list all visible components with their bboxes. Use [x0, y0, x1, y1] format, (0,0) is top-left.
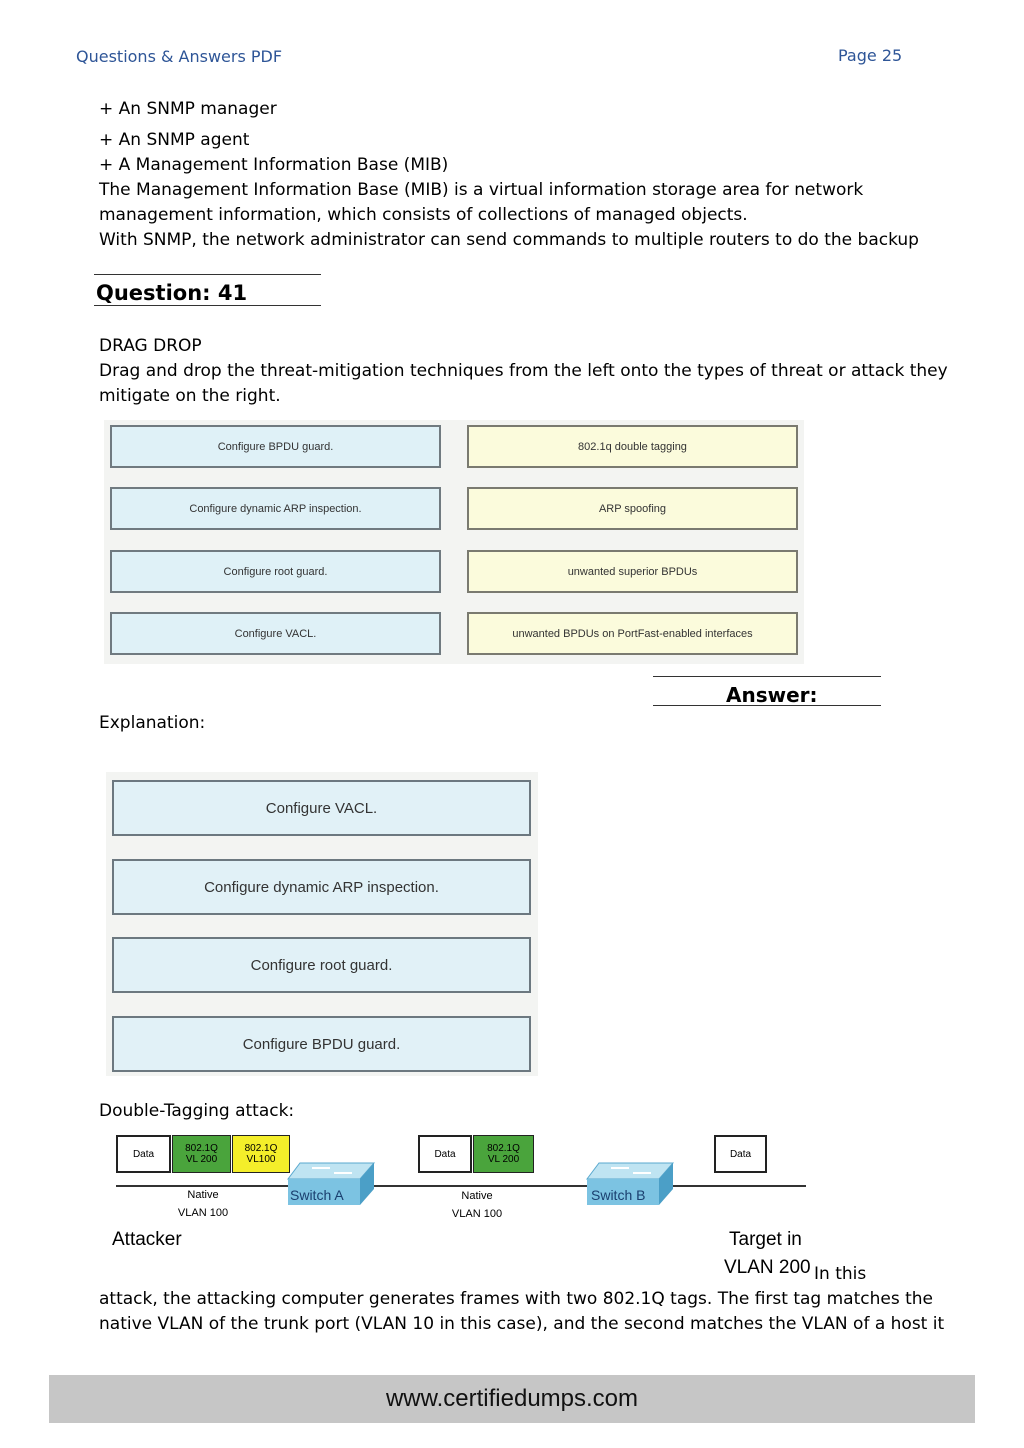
target-label-line2: VLAN 200	[724, 1257, 811, 1278]
closing-line: attack, the attacking computer generates frames with two 802.1Q tags. The first tag matches the	[99, 1289, 933, 1309]
answer-label: Answer:	[726, 683, 818, 707]
page-number: Page 25	[838, 46, 903, 65]
answer-item: Configure dynamic ARP inspection.	[112, 859, 531, 915]
question-prompt: mitigate on the right.	[99, 386, 281, 406]
frame-data: Data	[418, 1135, 472, 1173]
threat-target[interactable]: unwanted BPDUs on PortFast-enabled interfaces	[467, 612, 798, 655]
technique-option[interactable]: Configure BPDU guard.	[110, 425, 441, 468]
switch-a-label: Switch A	[290, 1187, 344, 1203]
native-vlan-label: Native VLAN 100	[451, 1190, 503, 1220]
switch-b-label: Switch B	[591, 1187, 646, 1203]
intro-line: + An SNMP manager	[99, 99, 277, 119]
footer-bar	[49, 1375, 975, 1423]
question-type: DRAG DROP	[99, 336, 202, 356]
intro-line: With SNMP, the network administrator can send commands to multiple routers to do the backup	[99, 230, 919, 250]
question-prompt: Drag and drop the threat-mitigation techniques from the left onto the types of threat or attack they	[99, 361, 948, 381]
question-rule-top	[94, 274, 321, 275]
frame-data: Data	[714, 1135, 767, 1173]
threat-target[interactable]: unwanted superior BPDUs	[467, 550, 798, 593]
doc-header-title: Questions & Answers PDF	[76, 47, 283, 66]
footer-url[interactable]: www.certifiedumps.com	[385, 1385, 639, 1412]
target-label-line1: Target in	[729, 1229, 802, 1250]
explanation-label: Explanation:	[99, 713, 206, 733]
answer-rule-bottom	[653, 705, 881, 706]
threat-target[interactable]: 802.1q double tagging	[467, 425, 798, 468]
answer-item: Configure VACL.	[112, 780, 531, 836]
answer-item: Configure root guard.	[112, 937, 531, 993]
threat-target[interactable]: ARP spoofing	[467, 487, 798, 530]
frame-tag-vlan200: 802.1Q VL 200	[473, 1135, 534, 1173]
native-vlan-label: Native VLAN 100	[177, 1189, 229, 1219]
frame-data: Data	[116, 1135, 171, 1173]
intro-line: + An SNMP agent	[99, 130, 250, 150]
technique-option[interactable]: Configure VACL.	[110, 612, 441, 655]
intro-line: The Management Information Base (MIB) is a virtual information storage area for network	[99, 180, 864, 200]
frame-tag-vlan100: 802.1Q VL100	[232, 1135, 290, 1173]
diagram-heading: Double-Tagging attack:	[99, 1101, 295, 1121]
intro-line: + A Management Information Base (MIB)	[99, 155, 449, 175]
answer-item: Configure BPDU guard.	[112, 1016, 531, 1072]
technique-option[interactable]: Configure dynamic ARP inspection.	[110, 487, 441, 530]
frame-tag-vlan200: 802.1Q VL 200	[172, 1135, 231, 1173]
closing-line: native VLAN of the trunk port (VLAN 10 in this case), and the second matches the VLAN of a host it	[99, 1314, 945, 1334]
question-rule-bottom	[94, 305, 321, 306]
closing-inline: In this	[814, 1264, 867, 1284]
intro-line: management information, which consists of collections of managed objects.	[99, 205, 748, 225]
technique-option[interactable]: Configure root guard.	[110, 550, 441, 593]
question-title: Question: 41	[96, 281, 248, 305]
answer-rule-top	[653, 676, 881, 677]
attacker-label: Attacker	[112, 1229, 182, 1250]
